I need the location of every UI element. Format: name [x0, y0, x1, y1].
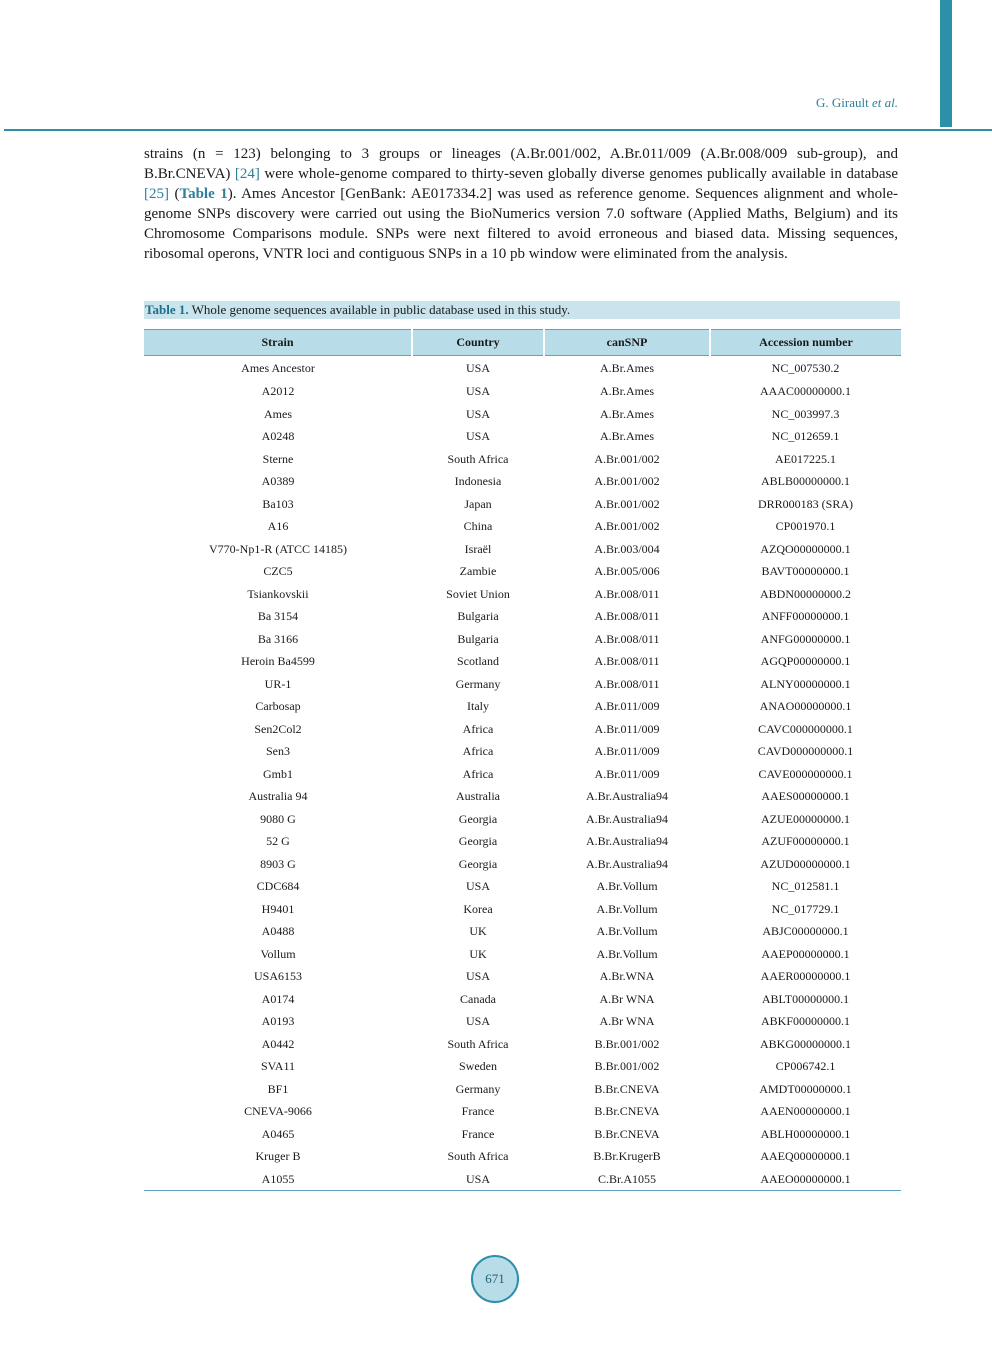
cell-accession: NC_017729.1	[771, 901, 840, 916]
cell-country: France	[461, 1104, 495, 1119]
cell-cansnp: A.Br.WNA	[599, 969, 655, 984]
cell-country: Georgia	[458, 811, 498, 826]
table-row	[144, 718, 901, 741]
cell-accession: CP001970.1	[775, 519, 836, 534]
cell-cansnp: A.Br.011/009	[594, 744, 660, 759]
cell-cansnp: A.Br.Ames	[600, 384, 654, 399]
cell-cansnp: B.Br.001/002	[594, 1059, 660, 1074]
table-row	[144, 380, 901, 403]
cell-cansnp: A.Br.Australia94	[586, 789, 668, 804]
cell-strain: Ba103	[262, 496, 294, 511]
cell-cansnp: A.Br.Australia94	[586, 834, 668, 849]
cell-strain: A16	[267, 519, 289, 534]
cell-strain: A0488	[261, 924, 295, 939]
table-row	[144, 356, 901, 381]
cell-accession: AE017225.1	[775, 451, 836, 466]
running-header-author	[816, 95, 898, 111]
cell-accession: AAAC00000000.1	[759, 384, 851, 399]
cell-country: Africa	[462, 721, 494, 736]
cell-cansnp: A.Br.Ames	[600, 429, 654, 444]
cell-strain: A2012	[261, 384, 295, 399]
cell-accession: CP006742.1	[775, 1059, 836, 1074]
cell-cansnp: A.Br.Vollum	[596, 924, 658, 939]
cell-cansnp: A.Br.008/011	[594, 676, 660, 691]
paragraph-text-2: were whole-genome compared to thirty-seven globally diverse genomes publically available in database	[259, 166, 898, 182]
cell-country: Sweden	[459, 1059, 497, 1074]
cell-cansnp: A.Br.Australia94	[586, 856, 668, 871]
cell-country: UK	[469, 924, 487, 939]
cell-strain: H9401	[261, 901, 295, 916]
cell-country: UK	[469, 946, 487, 961]
cell-cansnp: A.Br.001/002	[594, 451, 660, 466]
cell-accession: AAEQ00000000.1	[760, 1149, 851, 1164]
cell-strain: BF1	[267, 1081, 289, 1096]
table-row	[144, 1055, 901, 1078]
cell-strain: SVA11	[260, 1059, 295, 1074]
table-row	[144, 830, 901, 853]
table-caption-label: Table 1.	[145, 302, 189, 317]
cell-country: Bulgaria	[457, 631, 499, 646]
cell-cansnp: A.Br.011/009	[594, 699, 660, 714]
cell-country: South Africa	[447, 1149, 509, 1164]
table-row	[144, 1145, 901, 1168]
cell-strain: CNEVA-9066	[244, 1104, 312, 1119]
cell-strain: A0193	[261, 1014, 295, 1029]
table-body	[144, 356, 901, 1191]
table-row	[144, 448, 901, 471]
cell-cansnp: A.Br WNA	[599, 1014, 655, 1029]
table-row	[144, 538, 901, 561]
cell-accession: DRR000183 (SRA)	[757, 496, 853, 511]
cell-strain: A0248	[261, 429, 295, 444]
cell-strain: 52 G	[266, 834, 290, 849]
cell-accession: AZUE00000000.1	[761, 811, 850, 826]
cell-accession: AZUD00000000.1	[760, 856, 851, 871]
table-1-link[interactable]: Table 1	[179, 186, 228, 202]
reference-link-24[interactable]: [24]	[234, 166, 260, 182]
cell-strain: UR-1	[264, 676, 292, 691]
table-row	[144, 853, 901, 876]
table-row	[144, 425, 901, 448]
cell-accession: NC_012581.1	[771, 879, 840, 894]
body-paragraph	[144, 144, 898, 264]
cell-strain: Australia 94	[248, 789, 308, 804]
table-row	[144, 1010, 901, 1033]
cell-accession: ABDN00000000.2	[759, 586, 851, 601]
cell-strain: Tsiankovskii	[247, 586, 309, 601]
cell-strain: Gmb1	[263, 766, 293, 781]
cell-strain: Sterne	[262, 451, 294, 466]
cell-cansnp: A.Br.Australia94	[586, 811, 668, 826]
table-row	[144, 1078, 901, 1101]
cell-country: Zambie	[459, 564, 497, 579]
cell-country: South Africa	[447, 1036, 509, 1051]
cell-cansnp: B.Br.CNEVA	[594, 1126, 660, 1141]
cell-strain: Sen2Col2	[254, 721, 302, 736]
table-row	[144, 560, 901, 583]
cell-strain: Vollum	[260, 946, 296, 961]
cell-country: South Africa	[447, 451, 509, 466]
table-row	[144, 628, 901, 651]
cell-accession: NC_003997.3	[771, 406, 840, 421]
cell-country: USA	[465, 879, 490, 894]
page-number: 671	[471, 1255, 519, 1303]
cell-accession: AZUF00000000.1	[761, 834, 850, 849]
cell-accession: AAER00000000.1	[760, 969, 851, 984]
cell-country: Indonesia	[454, 474, 502, 489]
table-row	[144, 470, 901, 493]
cell-cansnp: A.Br.008/011	[594, 654, 660, 669]
table-row	[144, 1123, 901, 1146]
paragraph-text-3: (	[169, 186, 180, 202]
cell-strain: A0465	[261, 1126, 295, 1141]
cell-country: France	[461, 1126, 495, 1141]
table-row	[144, 740, 901, 763]
cell-strain: Kruger B	[255, 1149, 301, 1164]
cell-cansnp: A.Br.Vollum	[596, 946, 658, 961]
cell-cansnp: A.Br.Vollum	[596, 901, 658, 916]
table-header-row	[144, 330, 901, 356]
cell-accession: BAVT00000000.1	[761, 564, 850, 579]
cell-country: Australia	[456, 789, 500, 804]
cell-strain: V770-Np1-R (ATCC 14185)	[209, 541, 347, 556]
header-rule	[4, 129, 992, 131]
cell-cansnp: A.Br.Ames	[600, 361, 654, 375]
table-caption	[144, 301, 900, 319]
cell-cansnp: A.Br.Vollum	[596, 879, 658, 894]
cell-accession: CAVD000000000.1	[757, 744, 854, 759]
cell-strain: USA6153	[253, 969, 302, 984]
cell-strain: A0389	[261, 474, 295, 489]
cell-accession: CAVE000000000.1	[758, 766, 853, 781]
cell-country: Africa	[462, 744, 494, 759]
cell-accession: AAES00000000.1	[761, 789, 850, 804]
cell-cansnp: A.Br.011/009	[594, 721, 660, 736]
header-accession: Accession number	[710, 330, 901, 356]
cell-cansnp: B.Br.CNEVA	[594, 1081, 660, 1096]
table-row	[144, 650, 901, 673]
cell-strain: 8903 G	[260, 856, 296, 871]
table-row	[144, 403, 901, 426]
cell-strain: Carbosap	[255, 699, 301, 714]
cell-country: Georgia	[458, 834, 498, 849]
cell-country: USA	[465, 1171, 490, 1186]
cell-country: Japan	[464, 496, 492, 511]
cell-country: Germany	[455, 1081, 501, 1096]
cell-strain: Ba 3166	[257, 631, 299, 646]
cell-country: Georgia	[458, 856, 498, 871]
table-row	[144, 583, 901, 606]
table-row	[144, 898, 901, 921]
cell-accession: ABJC00000000.1	[762, 924, 849, 939]
table-row	[144, 695, 901, 718]
cell-country: USA	[465, 406, 490, 421]
cell-country: USA	[465, 429, 490, 444]
cell-accession: AAEP00000000.1	[761, 946, 850, 961]
table-row	[144, 785, 901, 808]
cell-accession: ALNY00000000.1	[760, 676, 851, 691]
table-row	[144, 808, 901, 831]
cell-cansnp: A.Br.003/004	[594, 541, 660, 556]
cell-accession: ANAO00000000.1	[759, 699, 852, 714]
cell-country: Bulgaria	[457, 609, 499, 624]
cell-cansnp: B.Br.KrugerB	[593, 1149, 661, 1164]
cell-strain: Sen3	[266, 744, 290, 759]
cell-accession: NC_012659.1	[771, 429, 840, 444]
cell-cansnp: A.Br.005/006	[594, 564, 660, 579]
cell-cansnp: A.Br.011/009	[594, 766, 660, 781]
cell-strain: A1055	[261, 1171, 295, 1186]
reference-link-25[interactable]: [25]	[144, 186, 169, 202]
table-row	[144, 965, 901, 988]
genome-table	[144, 329, 901, 1191]
cell-country: Scotland	[457, 654, 499, 669]
cell-accession: ABKF00000000.1	[760, 1014, 850, 1029]
cell-accession: ANFF00000000.1	[761, 609, 850, 624]
paragraph-text-1: strains (n = 123) belonging to 3 groups or lineages (A.Br.001/002, A.Br.011/009 (A.Br.008/009 sub-group), and B.Br.CNEVA)	[144, 146, 898, 182]
table-caption-text: Whole genome sequences available in public database used in this study.	[188, 302, 571, 317]
cell-accession: AGQP00000000.1	[760, 654, 851, 669]
cell-accession: AAEO00000000.1	[760, 1171, 851, 1186]
table-row	[144, 515, 901, 538]
table-row	[144, 1100, 901, 1123]
cell-cansnp: B.Br.CNEVA	[594, 1104, 660, 1119]
cell-country: Korea	[463, 901, 493, 916]
cell-cansnp: B.Br.001/002	[594, 1036, 660, 1051]
header-strain: Strain	[144, 330, 412, 356]
cell-country: Israël	[464, 541, 492, 556]
paragraph-text-4: ). Ames Ancestor [GenBank: AE017334.2] was used as reference genome. Sequences alignment and whole-genome SNPs discovery were carried out using the BioNumerics version 7.0 software (Applied Maths, Belgium) and its Chromosome Comparisons module. SNPs were next filtered to avoid erroneous and biased data. Missing sequences, ribosomal operons, VNTR loci and contiguous SNPs in a 10 pb window were eliminated from the analysis.	[144, 186, 898, 262]
header-country: Country	[412, 330, 544, 356]
cell-accession: ANFG00000000.1	[760, 631, 851, 646]
cell-cansnp: A.Br.008/011	[594, 609, 660, 624]
cell-country: Italy	[467, 699, 489, 714]
table-row	[144, 943, 901, 966]
cell-strain: CDC684	[256, 879, 300, 894]
cell-country: Canada	[460, 991, 496, 1006]
cell-strain: 9080 G	[260, 811, 296, 826]
author-name: G. Girault	[816, 95, 869, 110]
cell-country: China	[463, 519, 493, 534]
cell-country: USA	[465, 1014, 490, 1029]
table-row	[144, 1168, 901, 1191]
cell-cansnp: C.Br.A1055	[597, 1171, 656, 1186]
table-row	[144, 605, 901, 628]
decorative-side-bar	[940, 0, 952, 127]
author-etal: et al.	[872, 95, 898, 110]
cell-accession: ABLB00000000.1	[760, 474, 850, 489]
cell-cansnp: A.Br.008/011	[594, 586, 660, 601]
cell-country: USA	[465, 361, 490, 375]
cell-cansnp: A.Br WNA	[599, 991, 655, 1006]
cell-cansnp: A.Br.001/002	[594, 519, 660, 534]
table-row	[144, 920, 901, 943]
table-row	[144, 875, 901, 898]
cell-cansnp: A.Br.001/002	[594, 474, 660, 489]
cell-strain: Ames Ancestor	[241, 361, 315, 375]
cell-country: USA	[465, 969, 490, 984]
cell-cansnp: A.Br.001/002	[594, 496, 660, 511]
cell-country: Africa	[462, 766, 494, 781]
cell-strain: Heroin Ba4599	[241, 654, 315, 669]
cell-cansnp: A.Br.Ames	[600, 406, 654, 421]
cell-accession: ABKG00000000.1	[759, 1036, 851, 1051]
cell-strain: Ba 3154	[257, 609, 299, 624]
table-row	[144, 673, 901, 696]
cell-accession: AMDT00000000.1	[759, 1081, 852, 1096]
table-row	[144, 988, 901, 1011]
cell-accession: CAVC000000000.1	[758, 721, 853, 736]
header-cansnp: canSNP	[544, 330, 710, 356]
cell-strain: CZC5	[263, 564, 293, 579]
cell-accession: ABLT00000000.1	[761, 991, 850, 1006]
cell-accession: ABLH00000000.1	[760, 1126, 851, 1141]
cell-accession: AZQO00000000.1	[760, 541, 851, 556]
cell-country: Germany	[455, 676, 501, 691]
table-row	[144, 763, 901, 786]
cell-country: Soviet Union	[446, 586, 510, 601]
cell-accession: AAEN00000000.1	[760, 1104, 851, 1119]
cell-cansnp: A.Br.008/011	[594, 631, 660, 646]
table-row	[144, 1033, 901, 1056]
cell-strain: A0442	[261, 1036, 295, 1051]
cell-accession: NC_007530.2	[771, 361, 840, 375]
cell-country: USA	[465, 384, 490, 399]
cell-strain: A0174	[261, 991, 295, 1006]
cell-strain: Ames	[264, 406, 292, 421]
table-row	[144, 493, 901, 516]
